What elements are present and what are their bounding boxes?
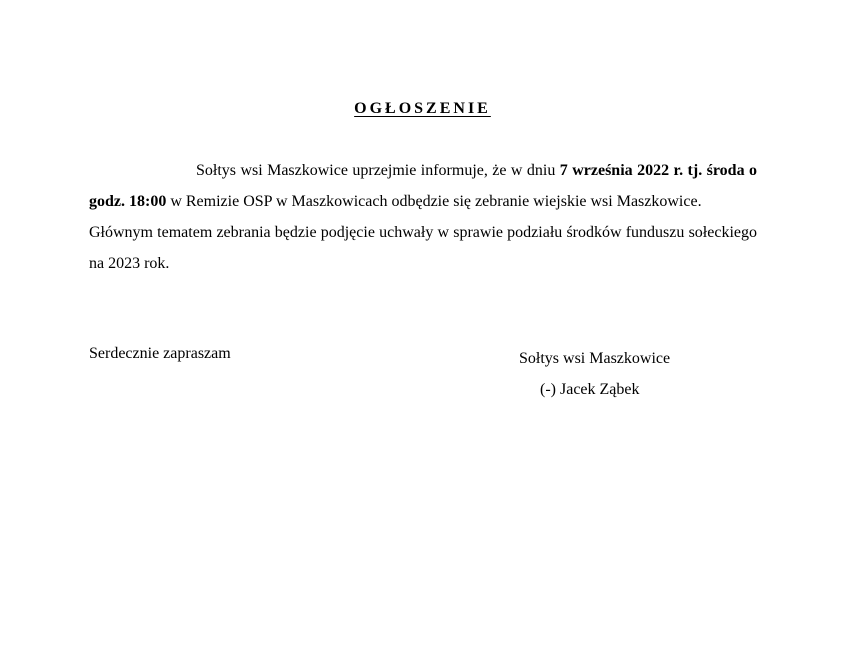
announcement-body [89, 155, 757, 279]
paragraph-meeting-info [89, 155, 757, 217]
signature-role: Sołtys wsi Maszkowice [519, 350, 671, 367]
signature-block [519, 343, 670, 405]
paragraph-meeting-text-2: w Remizie OSP w Maszkowicach odbędzie się zebranie wiejskie wsi Maszkowice. [166, 193, 702, 210]
signature-name: (-) Jacek Ząbek [540, 381, 640, 398]
paragraph-meeting-topic: Głównym tematem zebrania będzie podjęcie uchwały w sprawie podziału środków funduszu sołeckiego na 2023 rok. [89, 224, 757, 272]
meeting-date-time: 7 września 2022 r. tj. środa o godz. 18:00 [89, 162, 757, 210]
paragraph-meeting-text-1: Sołtys wsi Maszkowice uprzejmie informuje, że w dniu [196, 162, 560, 179]
announcement-title: OGŁOSZENIE [354, 100, 491, 117]
closing-greeting: Serdecznie zapraszam [89, 345, 231, 362]
